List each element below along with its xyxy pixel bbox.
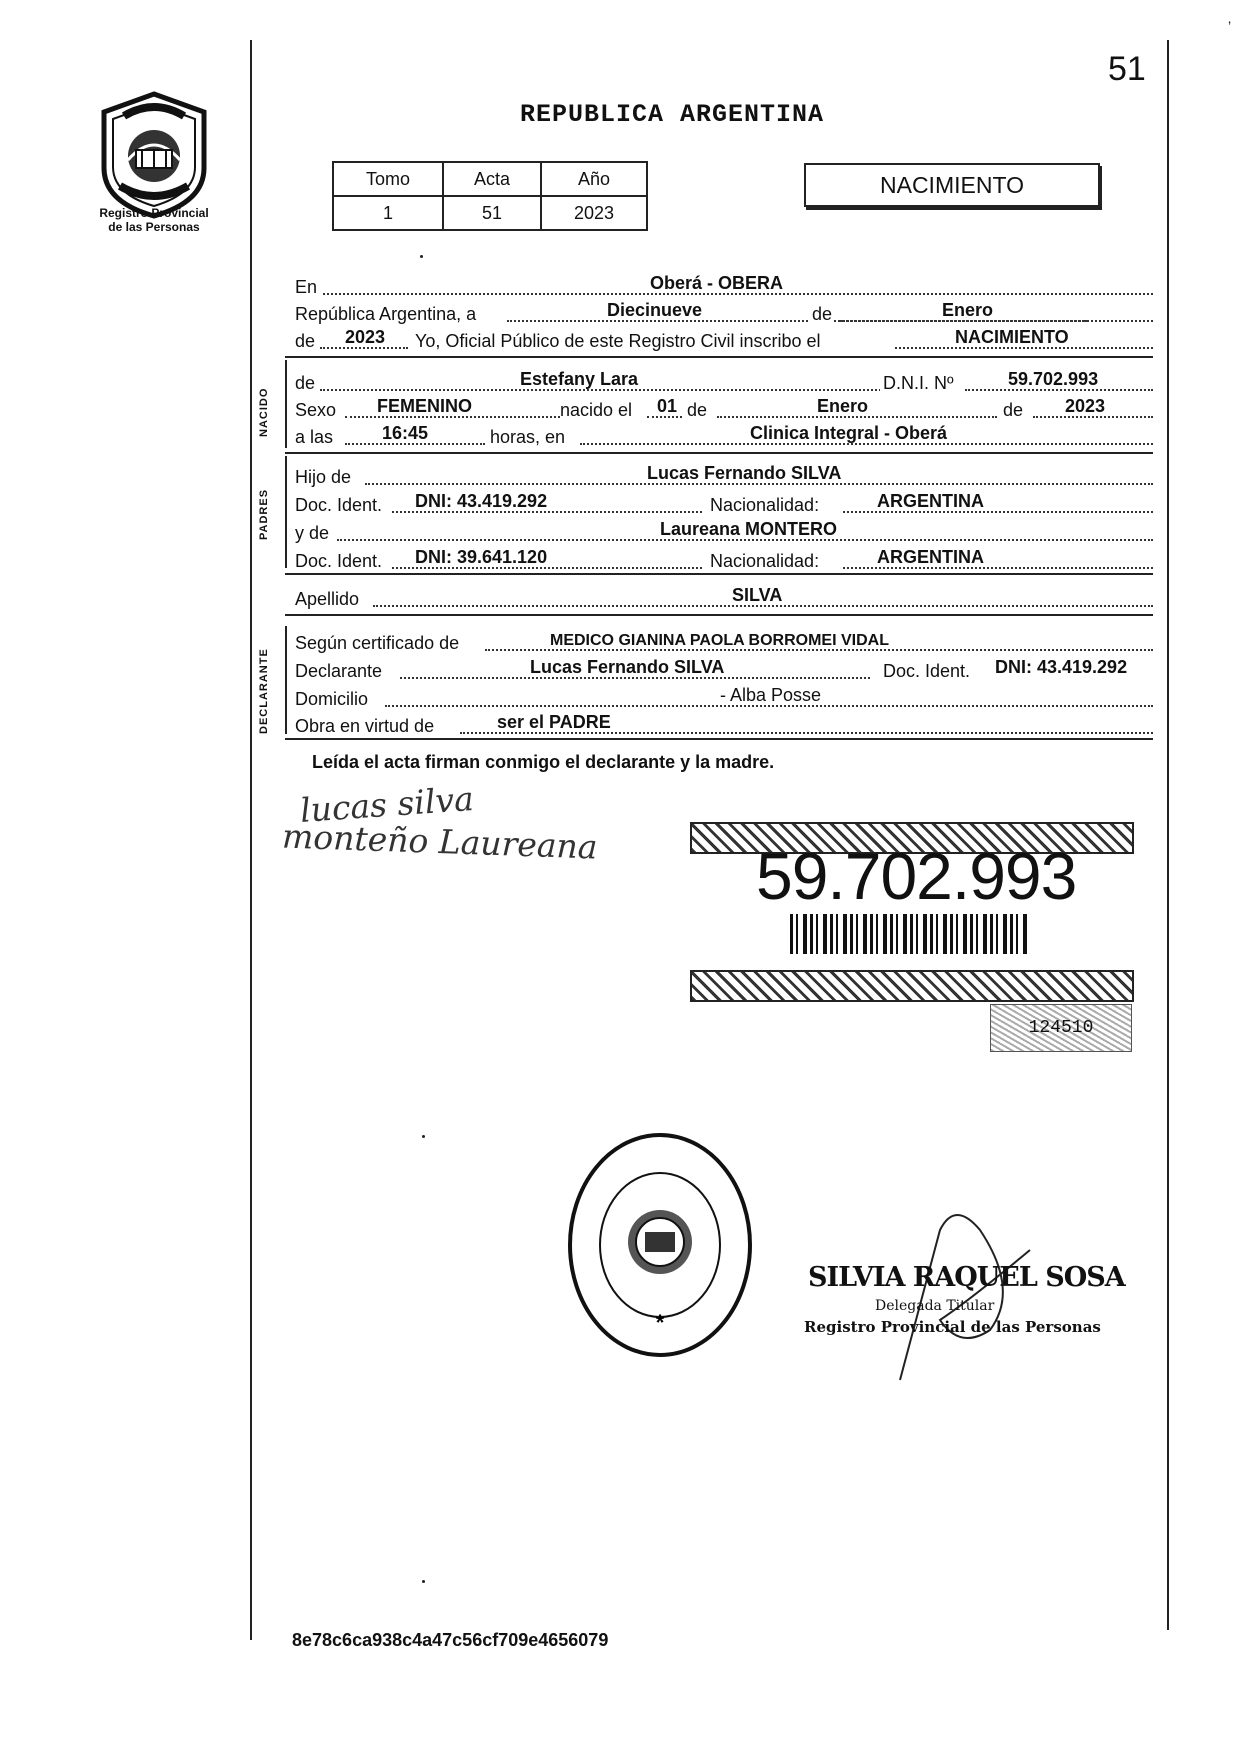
mother-name: Laureana MONTERO	[660, 519, 838, 539]
row-capacity	[295, 711, 1153, 739]
mother-signature: monteño Laureana	[281, 816, 599, 867]
section-bar	[285, 456, 287, 568]
tomo-header: Tomo	[333, 162, 443, 196]
doc-label: Doc. Ident.	[295, 551, 383, 571]
row-date	[295, 299, 1153, 327]
cert-label: Según certificado de	[295, 633, 460, 653]
right-margin-line	[1167, 40, 1169, 1630]
declarant-doc: DNI: 43.419.292	[995, 657, 1128, 677]
page-number: 51	[1108, 50, 1146, 88]
speck	[422, 1580, 425, 1583]
speck	[420, 255, 423, 258]
de-label: de	[812, 304, 833, 324]
horas-label: horas, en	[490, 427, 566, 447]
registry-caption-line: de las Personas	[108, 220, 200, 234]
apellido-label: Apellido	[295, 589, 360, 609]
nacionalidad-label: Nacionalidad:	[710, 551, 820, 571]
sexo-label: Sexo	[295, 400, 337, 420]
sexo-value: FEMENINO	[377, 396, 473, 416]
nacido-section-label: NACIDO	[258, 387, 270, 437]
hijo-label: Hijo de	[295, 467, 352, 487]
document-hash: 8e78c6ca938c4a47c56cf709e4656079	[292, 1630, 609, 1650]
de-label: de	[295, 331, 316, 351]
row-time	[295, 422, 1153, 450]
de-label: de	[295, 373, 316, 393]
nacionalidad-label: Nacionalidad:	[710, 495, 820, 515]
row-father-doc	[295, 490, 1153, 518]
inscribe-label: Yo, Oficial Público de este Registro Civil inscribo el	[415, 331, 821, 351]
father-doc: DNI: 43.419.292	[415, 491, 548, 511]
row-address	[295, 684, 1153, 712]
birth-place: Clinica Integral - Oberá	[750, 423, 948, 443]
row-declarant	[295, 656, 1153, 684]
reference-table	[332, 161, 648, 231]
left-margin-line	[250, 40, 252, 1640]
section-rule	[285, 356, 1153, 358]
section-rule	[285, 738, 1153, 740]
official-round-seal-icon	[565, 1130, 755, 1360]
doc-label: Doc. Ident.	[295, 495, 383, 515]
tomo-value: 1	[333, 196, 443, 230]
dni-label: D.N.I. Nº	[880, 373, 957, 394]
anio-value: 2023	[541, 196, 647, 230]
row-surname	[295, 584, 1153, 612]
section-rule	[285, 614, 1153, 616]
place-value: Oberá - OBERA	[650, 273, 784, 293]
de-label: de	[1003, 400, 1024, 420]
official-organization: Registro Provincial de las Personas	[804, 1318, 1101, 1336]
serial-number: 124510	[991, 1005, 1131, 1051]
registry-caption-line: Registro Provincial	[99, 206, 209, 220]
stamped-dni-number: 59.702.993	[756, 839, 1077, 913]
reference-value-row	[333, 196, 647, 230]
month-value: Enero	[942, 300, 994, 320]
official-role: Delegada Titular	[875, 1298, 995, 1314]
record-value: NACIMIENTO	[955, 327, 1069, 347]
row-year	[295, 326, 1153, 354]
father-nationality: ARGENTINA	[877, 491, 984, 511]
day-value: Diecinueve	[607, 300, 703, 320]
year-value: 2023	[345, 327, 386, 347]
padres-section-label: PADRES	[258, 488, 270, 540]
row-en	[295, 272, 1153, 300]
birth-time: 16:45	[382, 423, 429, 443]
dotted-line	[840, 320, 1153, 322]
speck	[422, 1135, 425, 1138]
declarant-signature: lucas silva	[298, 778, 475, 831]
row-father	[295, 462, 1153, 490]
row-sex	[295, 395, 1153, 423]
republica-label: República Argentina, a	[295, 304, 477, 324]
section-bar	[285, 360, 287, 448]
document-title: REPUBLICA ARGENTINA	[520, 100, 825, 129]
barcode-icon	[790, 914, 1030, 954]
father-name: Lucas Fernando SILVA	[647, 463, 842, 483]
capacity-value: ser el PADRE	[497, 712, 611, 732]
nacido-label: nacido el	[560, 400, 633, 420]
row-name	[295, 368, 1153, 396]
row-mother	[295, 518, 1153, 546]
section-rule	[285, 452, 1153, 454]
row-certificate	[295, 628, 1153, 656]
alas-label: a las	[295, 427, 334, 447]
reference-header-row	[333, 162, 647, 196]
birth-month: Enero	[817, 396, 869, 416]
row-mother-doc	[295, 546, 1153, 574]
mother-doc: DNI: 39.641.120	[415, 547, 548, 567]
acta-value: 51	[443, 196, 541, 230]
seal-star: *	[655, 1310, 665, 1335]
security-band-bottom	[690, 970, 1134, 1002]
closing-statement: Leída el acta firman conmigo el declarante y la madre.	[312, 752, 775, 772]
obra-label: Obra en virtud de	[295, 716, 435, 736]
domicilio-label: Domicilio	[295, 689, 369, 709]
section-bar	[285, 626, 287, 734]
surname-value: SILVA	[732, 585, 783, 605]
serial-seal	[990, 1004, 1132, 1052]
yde-label: y de	[295, 523, 330, 543]
official-name: SILVIA RAQUEL SOSA	[808, 1262, 1125, 1293]
en-label: En	[295, 277, 318, 297]
certificate-value: MEDICO GIANINA PAOLA BORROMEI VIDAL	[550, 632, 889, 649]
declarante-section-label: DECLARANTE	[258, 648, 270, 734]
record-type-box: NACIMIENTO	[804, 163, 1100, 207]
child-name: Estefany Lara	[520, 369, 639, 389]
birth-year: 2023	[1065, 396, 1106, 416]
registry-caption	[84, 206, 224, 234]
anio-header: Año	[541, 162, 647, 196]
address-value: - Alba Posse	[720, 685, 822, 705]
coat-of-arms-icon	[92, 90, 217, 220]
declarante-label: Declarante	[295, 661, 383, 681]
section-rule	[285, 573, 1153, 575]
doc-label: Doc. Ident.	[883, 661, 971, 681]
corner-mark: ’	[1228, 18, 1232, 34]
acta-header: Acta	[443, 162, 541, 196]
child-dni: 59.702.993	[1008, 369, 1099, 389]
birth-day: 01	[657, 396, 678, 416]
de-label: de	[687, 400, 708, 420]
declarant-name: Lucas Fernando SILVA	[530, 657, 725, 677]
mother-nationality: ARGENTINA	[877, 547, 984, 567]
